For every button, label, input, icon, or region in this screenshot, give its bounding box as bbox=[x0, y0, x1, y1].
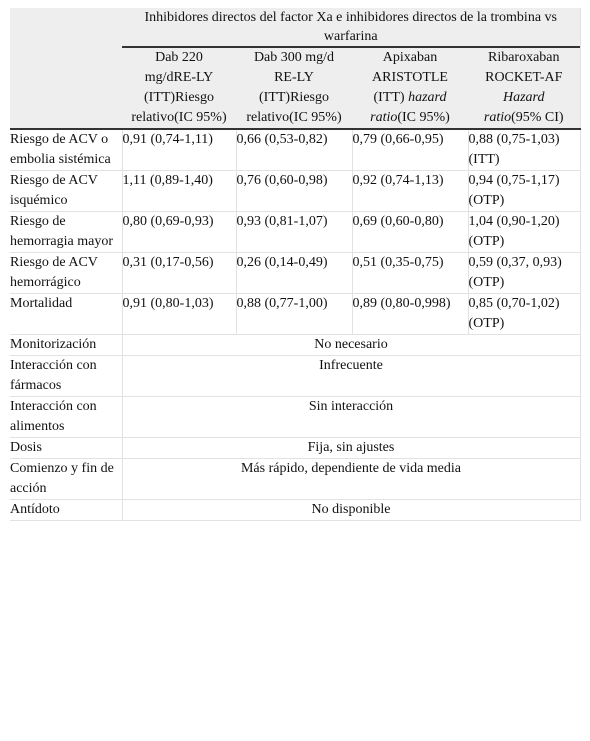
table-row bbox=[10, 212, 580, 253]
row-label: Mortalidad bbox=[10, 294, 122, 335]
row-label: Monitorización bbox=[10, 335, 122, 356]
row-label: Antídoto bbox=[10, 500, 122, 521]
table-cell: 0,79 (0,66-0,95) bbox=[352, 129, 468, 171]
table-row bbox=[10, 397, 580, 438]
merged-cell: No disponible bbox=[122, 500, 580, 521]
row-label: Interacción con fármacos bbox=[10, 356, 122, 397]
table-cell: 1,04 (0,90-1,20) (OTP) bbox=[468, 212, 580, 253]
merged-cell: Fija, sin ajustes bbox=[122, 438, 580, 459]
header-group-title: Inhibidores directos del factor Xa e inhibidores directos de la trombina vs warfarina bbox=[122, 8, 580, 48]
merged-cell: No necesario bbox=[122, 335, 580, 356]
table-cell: 0,94 (0,75-1,17) (OTP) bbox=[468, 171, 580, 212]
table-row bbox=[10, 335, 580, 356]
table-row bbox=[10, 438, 580, 459]
merged-cell: Más rápido, dependiente de vida media bbox=[122, 459, 580, 500]
table-cell: 0,31 (0,17-0,56) bbox=[122, 253, 236, 294]
table-cell: 0,91 (0,80-1,03) bbox=[122, 294, 236, 335]
table-cell: 0,93 (0,81-1,07) bbox=[236, 212, 352, 253]
header-corner-cell bbox=[10, 8, 122, 129]
table-cell: 0,26 (0,14-0,49) bbox=[236, 253, 352, 294]
table-cell: 0,88 (0,77-1,00) bbox=[236, 294, 352, 335]
table-cell: 0,51 (0,35-0,75) bbox=[352, 253, 468, 294]
table-row bbox=[10, 253, 580, 294]
merged-cell: Sin interacción bbox=[122, 397, 580, 438]
table-cell: 0,66 (0,53-0,82) bbox=[236, 129, 352, 171]
table-cell: 1,11 (0,89-1,40) bbox=[122, 171, 236, 212]
row-label: Riesgo de ACV isquémico bbox=[10, 171, 122, 212]
table-cell: 0,88 (0,75-1,03) (ITT) bbox=[468, 129, 580, 171]
column-header-dab-220: Dab 220 mg/dRE-LY (ITT)Riesgo relativo(IC 95%) bbox=[122, 48, 236, 129]
table-row bbox=[10, 459, 580, 500]
table-row bbox=[10, 294, 580, 335]
row-label: Interacción con alimentos bbox=[10, 397, 122, 438]
column-header-apixaban: Apixaban ARISTOTLE (ITT) hazard ratio(IC 95%) bbox=[352, 48, 468, 129]
column-header-dab-300: Dab 300 mg/d RE-LY (ITT)Riesgo relativo(IC 95%) bbox=[236, 48, 352, 129]
table-row bbox=[10, 129, 580, 171]
table-row bbox=[10, 171, 580, 212]
table-cell: 0,91 (0,74-1,11) bbox=[122, 129, 236, 171]
table-row bbox=[10, 356, 580, 397]
column-header-ribaroxaban: Ribaroxaban ROCKET-AF Hazard ratio(95% CI) bbox=[468, 48, 580, 129]
row-label: Riesgo de ACV hemorrágico bbox=[10, 253, 122, 294]
header-group-cell bbox=[122, 8, 580, 48]
row-label: Dosis bbox=[10, 438, 122, 459]
table-cell: 0,92 (0,74-1,13) bbox=[352, 171, 468, 212]
table-cell: 0,85 (0,70-1,02) (OTP) bbox=[468, 294, 580, 335]
table-cell: 0,80 (0,69-0,93) bbox=[122, 212, 236, 253]
comparison-table bbox=[10, 8, 581, 521]
table-cell: 0,89 (0,80-0,998) bbox=[352, 294, 468, 335]
row-label: Comienzo y fin de acción bbox=[10, 459, 122, 500]
table-cell: 0,59 (0,37, 0,93) (OTP) bbox=[468, 253, 580, 294]
table-row bbox=[10, 500, 580, 521]
merged-cell: Infrecuente bbox=[122, 356, 580, 397]
table-cell: 0,69 (0,60-0,80) bbox=[352, 212, 468, 253]
row-label: Riesgo de hemorragia mayor bbox=[10, 212, 122, 253]
header-group-row bbox=[10, 8, 580, 48]
row-label: Riesgo de ACV o embolia sistémica bbox=[10, 129, 122, 171]
table-cell: 0,76 (0,60-0,98) bbox=[236, 171, 352, 212]
